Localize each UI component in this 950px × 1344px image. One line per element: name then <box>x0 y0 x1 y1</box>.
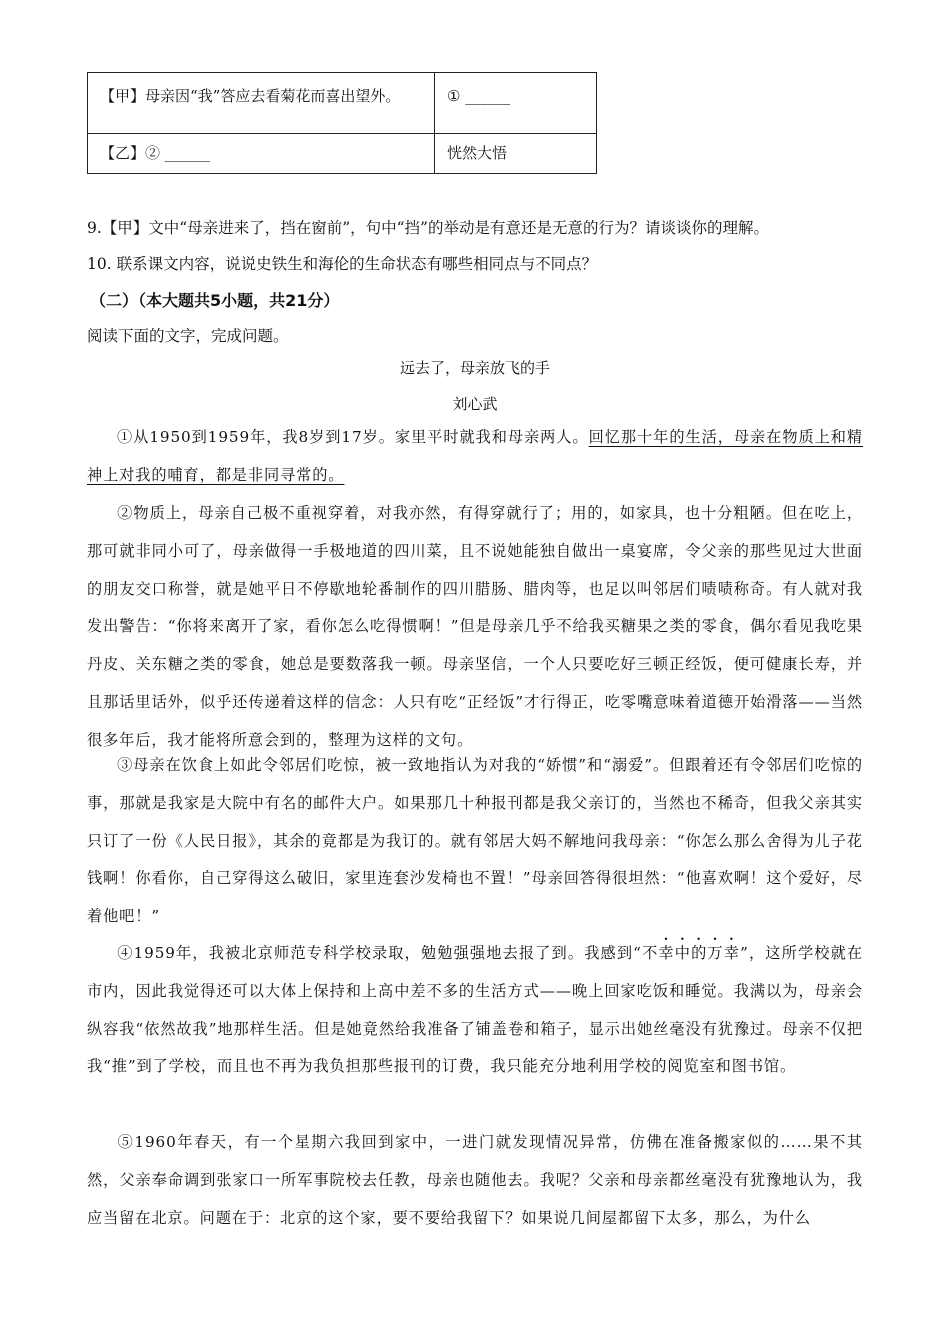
table-cell-idiom: 恍然大悟 <box>435 134 597 174</box>
answer-table <box>87 72 597 174</box>
table-cell-jia: 【甲】母亲因“我”答应去看菊花而喜出望外。 <box>88 73 435 134</box>
paragraph-4-text-a: ④1959年，我被北京师范专科学校录取，勉勉强强地去报了到。我感到“不 <box>117 944 659 962</box>
emphasized-phrase: 幸中的万幸 <box>658 944 741 962</box>
paragraph-5-text: ⑤1960年春天，有一个星期六我回到家中，一进门就发现情况异常，仿佛在准备搬家似的……果不其然，父亲奉命调到张家口一所军事院校去任教，母亲也随他去。我呢？父亲和母亲都丝毫没有犹豫地认为，我应当留在北京。问题在于：北京的这个家，要不要给我留下？如果说几间屋都留下太多，那么，为什么 <box>87 1133 863 1227</box>
question-10: 10. 联系课文内容，说说史铁生和海伦的生命状态有哪些相同点与不同点？ <box>87 255 598 273</box>
paragraph-2-text: ②物质上，母亲自己极不重视穿着，对我亦然，有得穿就行了；用的，如家具，也十分粗陋。但在吃上，那可就非同小可了，母亲做得一手极地道的四川菜，且不说她能独自做出一桌宴席，令父亲的那些见过大世面的朋友交口称誉，就是她平日不停歇地轮番制作的四川腊肠、腊肉等，也足以叫邻居们啧啧称奇。有人就对我发出警告：“你将来离开了家，看你怎么吃得惯啊！”但是母亲几乎不给我买糖果之类的零食，偶尔看见我吃果丹皮、关东糖之类的零食，她总是要数落我一顿。母亲坚信，一个人只要吃好三顿正经饭，便可健康长寿，并且那话里话外，似乎还传递着这样的信念：人只有吃“正经饭”才行得正，吃零嘴意味着道德开始滑落——当然很多年后，我才能将所意会到的，整理为这样的文句。 <box>87 504 863 749</box>
paragraph-2 <box>87 495 863 760</box>
paragraph-5 <box>87 1124 863 1237</box>
table-row <box>88 73 597 134</box>
underlined-sentence: 回忆那十年的生活，母亲在物质上和精神上对我的哺育，都是非同寻常的。 <box>87 428 863 484</box>
section-title: （二）（本大题共5小题，共21分） <box>90 291 340 310</box>
paragraph-4-text-b: ”，这所学校就在市内，因此我觉得还可以大体上保持和上高中差不多的生活方式——晚上回家吃饭和睡觉。我满以为，母亲会纵容我“依然故我”地那样生活。但是她竟然给我准备了铺盖卷和箱子，显示出她丝毫没有犹豫过。母亲不仅把我“推”到了学校，而且也不再为我负担那些报刊的订费，我只能充分地利用学校的阅览室和图书馆。 <box>87 944 864 1076</box>
article-author: 刘心武 <box>452 395 498 413</box>
table-row <box>88 134 597 174</box>
paragraph-4 <box>87 935 863 1086</box>
article-title: 远去了，母亲放飞的手 <box>399 359 550 377</box>
paragraph-3 <box>87 747 863 936</box>
answer-blank-1: ① ______ <box>435 73 597 134</box>
paragraph-1-text: ①从1950到1959年，我8岁到17岁。家里平时就我和母亲两人。 <box>117 428 589 446</box>
question-9: 9.【甲】文中“母亲进来了，挡在窗前”，句中“挡”的举动是有意还是无意的行为？请谈谈你的理解。 <box>87 219 769 237</box>
paragraph-1 <box>87 419 863 495</box>
reading-instruction: 阅读下面的文字，完成问题。 <box>87 327 289 345</box>
answer-blank-2: 【乙】② ______ <box>88 134 435 174</box>
paragraph-3-text: ③母亲在饮食上如此令邻居们吃惊，被一致地指认为对我的“娇惯”和“溺爱”。但跟着还有令邻居们吃惊的事，那就是我家是大院中有名的邮件大户。如果那几十种报刊都是我父亲订的，当然也不稀奇，但我父亲其实只订了一份《人民日报》，其余的竟都是为我订的。就有邻居大妈不解地问我母亲：“你怎么那么舍得为儿子花钱啊！你看你，自己穿得这么破旧，家里连套沙发椅也不置！”母亲回答得很坦然：“他喜欢啊！这个爱好，尽着他吧！” <box>87 756 863 926</box>
